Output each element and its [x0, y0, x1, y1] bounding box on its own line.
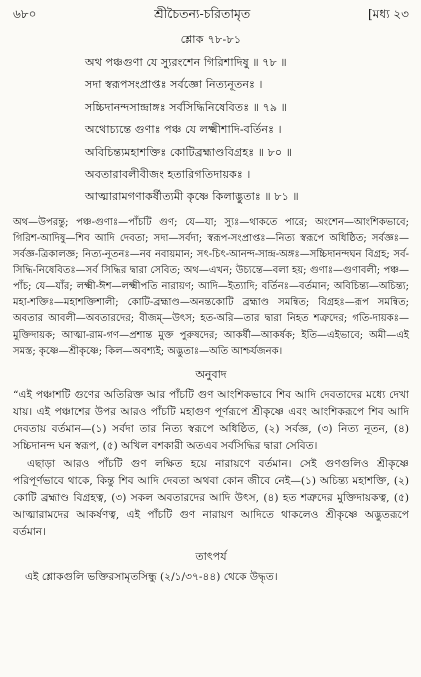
verse-line: আত্মারামগণাকর্ষীত্যমী কৃষ্ণে কিলাদ্ভুতাঃ ॥ ৮১ ॥	[85, 190, 299, 204]
translation	[13, 387, 409, 542]
chapter-ref: [মধ্য ২৩	[368, 7, 409, 21]
verse-text	[13, 52, 409, 209]
translation-paragraph: “এই পঞ্চাশটি গুণের অতিরিক্ত আর পাঁচটি গুণ আংশিকভাবে শিব আদি দেবতাদের মধ্যে দেখা যায়। এই পঞ্চাশের উপর আরও পাঁচটি মহাগুণ পূর্ণরূপে শ্রীকৃষ্ণে এবং আংশিকরূপে শিব আদি দেবতায় বর্তমান—(১) সর্বদা তার নিত্য স্বরূপে অধিষ্ঠিত, (২) সর্বজ্ঞ, (৩) নিত্য নূতন, (৪) সচ্চিদানন্দ ঘন স্বরূপ, (৫) অখিল বশকারী অতএব সর্বসিদ্ধির দ্বারা সেবিত।	[13, 388, 409, 453]
translation-paragraph: এছাড়া আরও পাঁচটি গুণ লক্ষিত হয়ে নারায়ণে বর্তমান। সেই গুণগুলিও শ্রীকৃষ্ণে পরিপূর্ণভাবে থাকে, কিন্তু শিব আদি দেবতা অথবা কোন জীবে নেই—(১) অচিন্ত্য মহাশক্তি, (২) কোটি ব্রহ্মাণ্ড বিগ্রহত্ব, (৩) সকল অবতারদের আদি উৎস, (৪) হত শত্রুদের মুক্তিদায়কত্ব, (৫) আত্মারামদের আকর্ষণত্ব, এই পাঁচটি গুণ নারায়ণ আদিতে থাকলেও শ্রীকৃষ্ণে অদ্ভুতরূপে বর্তমান।	[13, 457, 409, 539]
verse-line: অথোচ্যন্তে গুণাঃ পঞ্চ যে লক্ষ্মীশাদি-বর্তিনঃ ।	[85, 123, 282, 137]
purport-text: এই শ্লোকগুলি ভক্তিরসামৃতসিন্ধু (২/১/৩৭-৪৪) থেকে উদ্ধৃত।	[25, 570, 278, 583]
verse-line: অবতারাবলীবীজং হতারিগতিদায়কঃ ।	[85, 168, 251, 182]
book-title: শ্রীচৈতন্য-চরিতামৃত	[154, 6, 251, 21]
verse-line: সদা স্বরূপসংপ্রাপ্তঃ সর্বজ্ঞো নিত্যনূতনঃ ।	[85, 78, 263, 92]
translation-heading: অনুবাদ	[195, 367, 227, 381]
page-number: ৬৮০	[13, 7, 37, 21]
page-header	[13, 6, 409, 24]
verse-line: সচ্চিদানন্দসান্দ্রাঙ্গঃ সর্বসিদ্ধিনিষেবিতঃ ॥ ৭৯ ॥	[85, 100, 288, 114]
verse-number: শ্লোক ৭৮-৮১	[180, 33, 242, 46]
verse-line: অবিচিন্ত্যমহাশক্তিঃ কোটিব্রহ্মাণ্ডবিগ্রহঃ ॥ ৮০ ॥	[85, 145, 293, 159]
purport-heading: তাৎপর্য	[195, 549, 227, 563]
word-synonyms: অথ—উপরন্তু; পঞ্চ-গুণাঃ—পাঁচটি গুণ; যে—যা; স্যুঃ—থাকতে পারে; অংশেন—আংশিকভাবে; গিরিশ-আদিষু—শিব আদি দেবতা; সদা—সর্বদা; স্বরূপ-সংপ্রাপ্তঃ—নিত্য স্বরূপে অধিষ্ঠিত; সর্বজ্ঞঃ—সর্বজ্ঞ-ত্রিকালজ্ঞ; নিত্য-নূতনঃ—নব নবায়মান; সৎ-চিৎ-আনন্দ-সান্দ্র-অঙ্গঃ—সচ্চিদানন্দঘন বিগ্রহ; সর্ব-সিদ্ধি-নিষেবিতঃ—সর্ব সিদ্ধির দ্বারা সেবিত; অথ—এখন; উচ্যন্তে—বলা হয়; গুণাঃ—গুণাবলী; পঞ্চ—পাঁচ; যে—যাঁর; লক্ষ্মী-ঈশ—লক্ষ্মীপতি নারায়ণ; আদি—ইত্যাদি; বর্তিনঃ—বর্তমান; অবিচিন্ত্য—অচিন্ত্য; মহা-শক্তিঃ—মহাশক্তিশালী; কোটি-ব্রহ্মাণ্ড—অনন্তকোটি ব্রহ্মাণ্ড সমন্বিত; বিগ্রহঃ—রূপ সমন্বিত; অবতার আবলী—অবতারদের; বীজম্—উৎস; হত-অরি—তার দ্বারা নিহত শত্রুদের; গতি-দায়কঃ—মুক্তিদায়ক; আত্মা-রাম-গণ—প্রশান্ত মুক্ত পুরুষদের; আকর্ষী—আকর্ষক; ইতি—এইভাবে; অমী—এই সমস্ত; কৃষ্ণে—শ্রীকৃষ্ণে; কিল—অবশ্যই; অদ্ভুতাঃ—অতি আশ্চর্যজনক।	[13, 216, 409, 357]
verse-line: অথ পঞ্চগুণা যে স্যুরংশেন গিরিশাদিষু ॥ ৭৮ ॥	[85, 56, 287, 69]
